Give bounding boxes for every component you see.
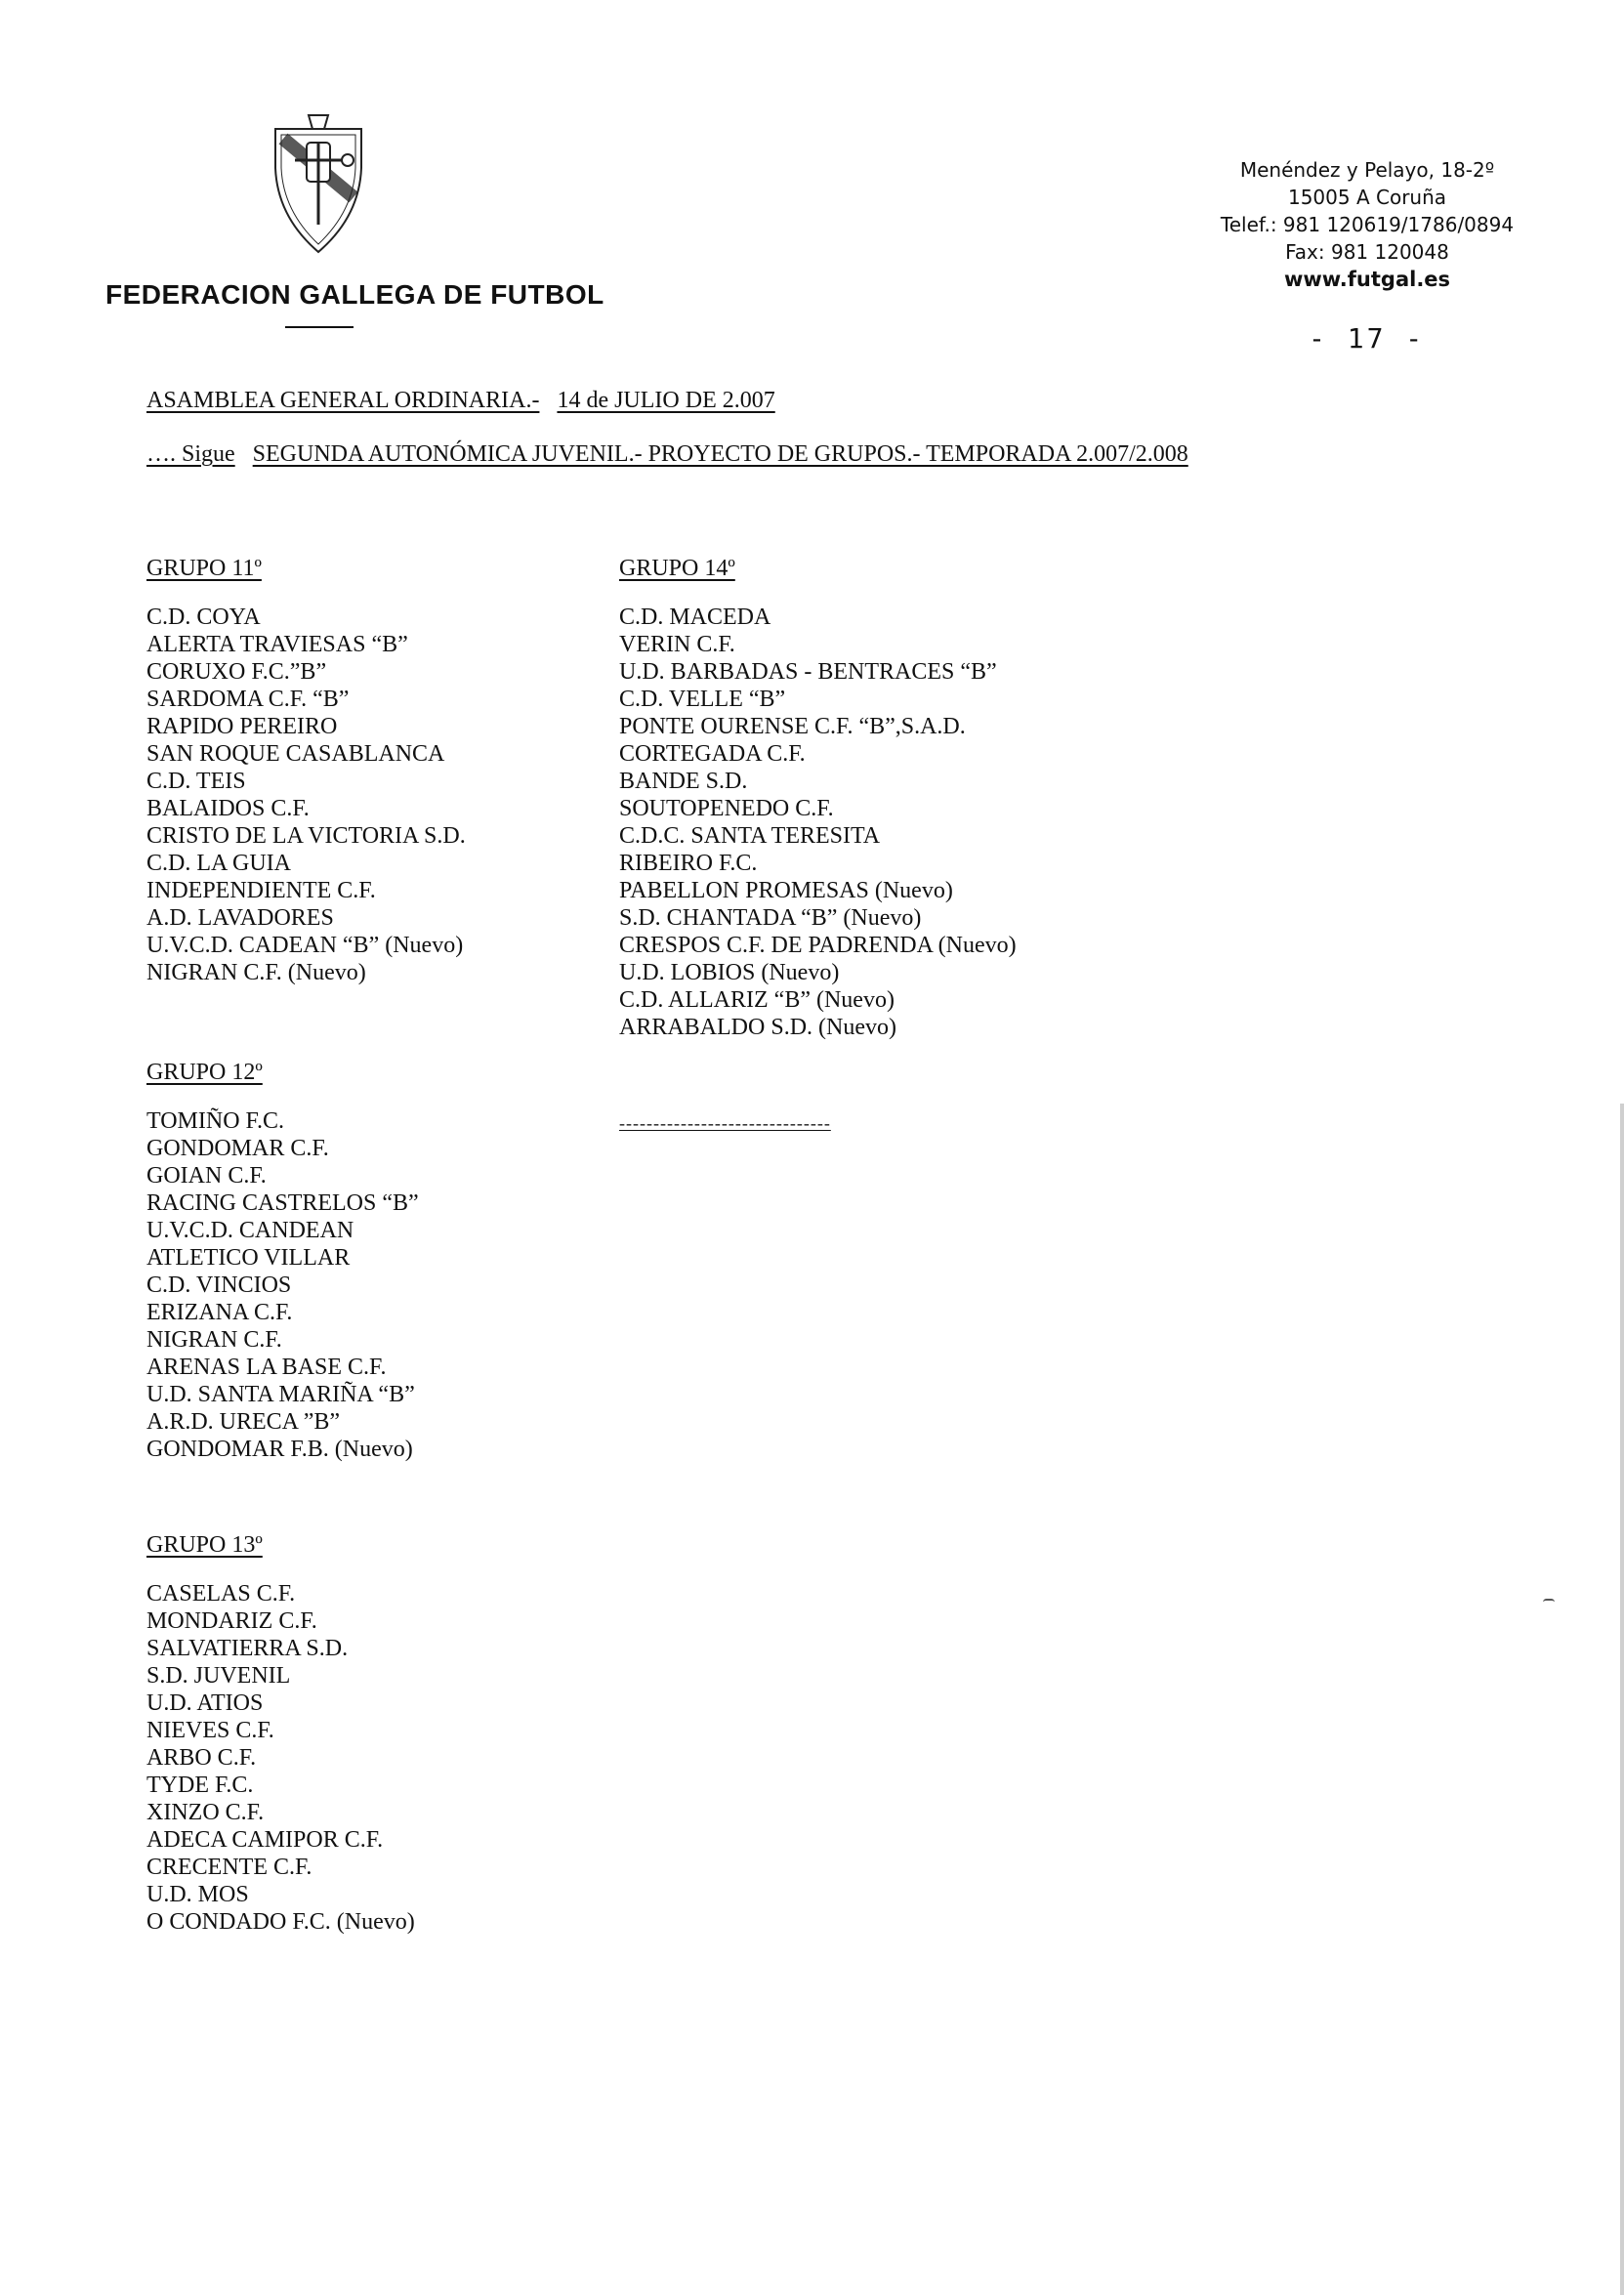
team-item: GONDOMAR F.B. (Nuevo) [146, 1437, 413, 1462]
team-item: CORTEGADA C.F. [619, 741, 806, 767]
team-item: NIGRAN C.F. (Nuevo) [146, 960, 366, 985]
group-title: GRUPO 13º [146, 1532, 263, 1558]
group-title: GRUPO 11º [146, 556, 262, 581]
team-item: NIEVES C.F. [146, 1718, 274, 1743]
team-item: MONDARIZ C.F. [146, 1608, 317, 1634]
team-item: U.V.C.D. CANDEAN [146, 1218, 354, 1243]
team-item: S.D. CHANTADA “B” (Nuevo) [619, 905, 922, 931]
address-line-2: 15005 A Coruña [1287, 186, 1447, 209]
team-item: ARENAS LA BASE C.F. [146, 1355, 387, 1380]
team-item: VERIN C.F. [619, 632, 735, 657]
team-item: RAPIDO PEREIRO [146, 714, 338, 739]
team-list [619, 604, 1017, 1041]
team-item: C.D. MACEDA [619, 605, 771, 630]
assembly-date: 14 de JULIO DE 2.007 [557, 388, 775, 413]
team-item: SALVATIERRA S.D. [146, 1636, 349, 1661]
team-item: ATLETICO VILLAR [146, 1245, 351, 1271]
group-title: GRUPO 14º [619, 556, 735, 581]
group-title: GRUPO 12º [146, 1060, 263, 1085]
address-line-1: Menéndez y Pelayo, 18-2º [1239, 158, 1495, 182]
team-item: SAN ROQUE CASABLANCA [146, 741, 445, 767]
team-item: SOUTOPENEDO C.F. [619, 796, 834, 821]
team-item: U.D. SANTA MARIÑA “B” [146, 1382, 415, 1407]
team-item: RIBEIRO F.C. [619, 851, 758, 876]
team-item: C.D. VELLE “B” [619, 687, 786, 712]
team-item: GONDOMAR C.F. [146, 1136, 329, 1161]
team-item: C.D. ALLARIZ “B” (Nuevo) [619, 987, 895, 1013]
team-item: U.D. LOBIOS (Nuevo) [619, 960, 840, 985]
phone-number: Telef.: 981 120619/1786/0894 [1220, 213, 1515, 236]
team-item: S.D. JUVENIL [146, 1663, 291, 1689]
team-item: C.D. LA GUIA [146, 851, 291, 876]
team-item: ARRABALDO S.D. (Nuevo) [619, 1015, 896, 1040]
scan-mark [1543, 1599, 1555, 1606]
team-item: U.V.C.D. CADEAN “B” (Nuevo) [146, 933, 464, 958]
team-list [146, 1580, 415, 1936]
team-item: XINZO C.F. [146, 1800, 265, 1825]
team-item: PONTE OURENSE C.F. “B”,S.A.D. [619, 714, 966, 739]
team-item: SARDOMA C.F. “B” [146, 687, 350, 712]
group-11 [146, 555, 466, 986]
team-item: BANDE S.D. [619, 769, 748, 794]
team-item: CRISTO DE LA VICTORIA S.D. [146, 823, 466, 849]
group-14 [619, 555, 1017, 1041]
team-item: U.D. ATIOS [146, 1690, 264, 1716]
team-item: INDEPENDIENTE C.F. [146, 878, 376, 903]
federation-crest-icon [270, 109, 367, 254]
continuation-title: SEGUNDA AUTONÓMICA JUVENIL.- PROYECTO DE GRUPOS.- TEMPORADA 2.007/2.008 [252, 441, 1188, 467]
assembly-title: ASAMBLEA GENERAL ORDINARIA.- [146, 388, 540, 413]
federation-underline [285, 326, 354, 328]
contact-block [1172, 156, 1562, 293]
team-item: CRECENTE C.F. [146, 1855, 312, 1880]
team-item: C.D.C. SANTA TERESITA [619, 823, 881, 849]
team-item: RACING CASTRELOS “B” [146, 1190, 419, 1216]
team-item: PABELLON PROMESAS (Nuevo) [619, 878, 953, 903]
team-item: CASELAS C.F. [146, 1581, 296, 1606]
team-item: A.D. LAVADORES [146, 905, 334, 931]
team-item: A.R.D. URECA ”B” [146, 1409, 340, 1435]
team-item: C.D. TEIS [146, 769, 246, 794]
group-12 [146, 1059, 419, 1463]
team-item: ALERTA TRAVIESAS “B” [146, 632, 408, 657]
team-item: U.D. MOS [146, 1882, 249, 1907]
team-item: GOIAN C.F. [146, 1163, 267, 1189]
team-item: ARBO C.F. [146, 1745, 257, 1771]
federation-name: FEDERACION GALLEGA DE FUTBOL [105, 279, 604, 310]
page-number: - 17 - [1309, 322, 1426, 355]
team-item: NIGRAN C.F. [146, 1327, 282, 1353]
team-item: TYDE F.C. [146, 1773, 254, 1798]
fax-number: Fax: 981 120048 [1285, 240, 1449, 264]
team-item: C.D. VINCIOS [146, 1273, 292, 1298]
end-separator: ------------------------------- [619, 1113, 831, 1133]
team-list [146, 1107, 419, 1463]
website-link[interactable]: www.futgal.es [1283, 268, 1451, 291]
group-13 [146, 1531, 415, 1936]
team-item: CORUXO F.C.”B” [146, 659, 327, 685]
team-item: C.D. COYA [146, 605, 261, 630]
team-item: ADECA CAMIPOR C.F. [146, 1827, 384, 1853]
continuation-prefix: …. Sigue [146, 441, 235, 467]
team-item: BALAIDOS C.F. [146, 796, 310, 821]
team-item: ERIZANA C.F. [146, 1300, 293, 1325]
team-item: U.D. BARBADAS - BENTRACES “B” [619, 659, 997, 685]
team-list [146, 604, 466, 986]
assembly-heading [146, 388, 775, 414]
team-item: O CONDADO F.C. (Nuevo) [146, 1909, 415, 1935]
team-item: TOMIÑO F.C. [146, 1108, 284, 1134]
continuation-heading [146, 441, 1188, 468]
team-item: CRESPOS C.F. DE PADRENDA (Nuevo) [619, 933, 1017, 958]
scan-edge-shadow [1620, 1104, 1624, 2295]
